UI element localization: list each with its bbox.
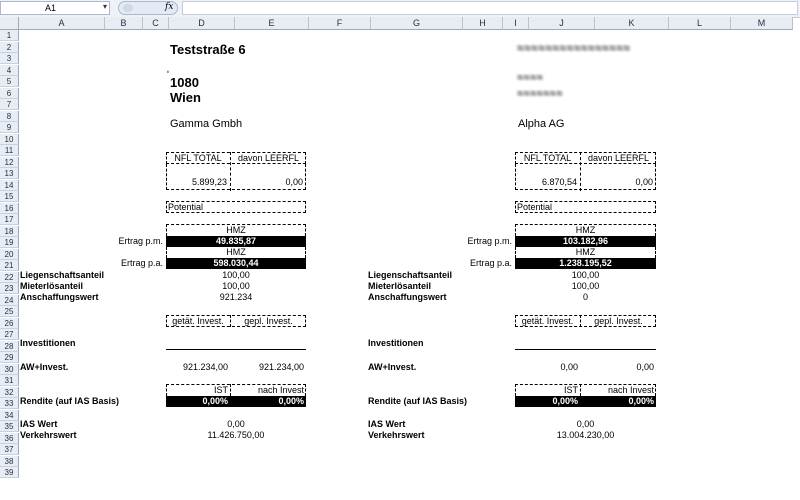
leerfl-label-right: davon LEERFL bbox=[587, 153, 650, 163]
formula-input[interactable] bbox=[182, 1, 798, 15]
name-box[interactable] bbox=[0, 1, 110, 15]
rendite2-right: 0,00% bbox=[628, 396, 654, 406]
anschaffung-label-left: Anschaffungswert bbox=[20, 292, 99, 302]
rendite1-right: 0,00% bbox=[552, 396, 578, 406]
row-header[interactable]: 38 bbox=[0, 456, 19, 467]
row-header[interactable]: 17 bbox=[0, 214, 19, 225]
mieter-label-right: Mieterlösanteil bbox=[368, 281, 432, 291]
ertrag-pa-label-right: Ertrag p.a. bbox=[469, 258, 512, 268]
rendite2-left: 0,00% bbox=[278, 396, 304, 406]
rendite1-left: 0,00% bbox=[202, 396, 228, 406]
mieter-left: 100,00 bbox=[222, 281, 250, 291]
row-header[interactable]: 12 bbox=[0, 157, 19, 168]
ias-label-left: IAS Wert bbox=[20, 419, 58, 429]
nfl-total-label-right: NFL TOTAL bbox=[523, 153, 572, 163]
row-header[interactable]: 29 bbox=[0, 352, 19, 363]
hmz2-left: HMZ bbox=[226, 247, 246, 257]
row-header[interactable]: 37 bbox=[0, 444, 19, 455]
function-button[interactable] bbox=[118, 1, 178, 15]
leerfl-right: 0,00 bbox=[635, 177, 653, 187]
row-header[interactable]: 39 bbox=[0, 467, 19, 478]
chevron-down-icon[interactable]: ▾ bbox=[102, 2, 107, 11]
row-header[interactable]: 25 bbox=[0, 306, 19, 317]
row-header[interactable]: 7 bbox=[0, 99, 19, 110]
hmz2-right: HMZ bbox=[575, 247, 596, 257]
row-header[interactable]: 15 bbox=[0, 191, 19, 202]
column-header[interactable]: D bbox=[169, 17, 235, 30]
liegenschaft-label-left: Liegenschaftsanteil bbox=[20, 270, 105, 280]
comment-marker: ʹ bbox=[167, 70, 169, 81]
row-header[interactable]: 33 bbox=[0, 398, 19, 409]
liegenschaft-right: 100,00 bbox=[571, 270, 600, 280]
row-header[interactable]: 21 bbox=[0, 260, 19, 271]
aw-label-left: AW+Invest. bbox=[20, 362, 69, 372]
ertrag-pm-right: 103.182,96 bbox=[562, 236, 609, 246]
column-header[interactable]: J bbox=[529, 17, 595, 30]
ias-label-right: IAS Wert bbox=[368, 419, 406, 429]
column-header[interactable]: L bbox=[669, 17, 731, 30]
row-header[interactable]: 6 bbox=[0, 88, 19, 99]
rendite-label-right: Rendite (auf IAS Basis) bbox=[368, 396, 468, 406]
redacted-zip: ≈≈≈≈ bbox=[517, 72, 544, 84]
ist-label-left: IST bbox=[213, 385, 228, 395]
row-header[interactable]: 10 bbox=[0, 134, 19, 145]
redacted-name: ≈≈≈≈≈≈≈≈≈≈≈≈≈≈≈≈ bbox=[517, 41, 631, 55]
hmz1-left: HMZ bbox=[226, 225, 246, 235]
mieter-right: 100,00 bbox=[571, 281, 600, 291]
leerfl-left: 0,00 bbox=[285, 177, 303, 187]
column-header[interactable]: M bbox=[731, 17, 793, 30]
potential-left: Potential bbox=[168, 202, 204, 212]
rendite-label-left: Rendite (auf IAS Basis) bbox=[20, 396, 120, 406]
gepl-label-left: gepl. Invest. bbox=[244, 316, 293, 326]
column-header[interactable]: B bbox=[105, 17, 143, 30]
liegenschaft-left: 100,00 bbox=[222, 270, 250, 280]
column-header[interactable]: H bbox=[463, 17, 503, 30]
row-header[interactable]: 2 bbox=[0, 42, 19, 53]
ertrag-pm-left: 49.835,87 bbox=[215, 236, 257, 246]
potential-right: Potential bbox=[517, 202, 553, 212]
row-header[interactable]: 36 bbox=[0, 433, 19, 444]
column-header[interactable]: A bbox=[19, 17, 105, 30]
anschaffung-right: 0 bbox=[582, 292, 588, 302]
ertrag-pa-label-left: Ertrag p.a. bbox=[120, 258, 163, 268]
row-header[interactable]: 30 bbox=[0, 364, 19, 375]
row-header[interactable]: 23 bbox=[0, 283, 19, 294]
row-header[interactable]: 8 bbox=[0, 111, 19, 122]
row-header[interactable]: 27 bbox=[0, 329, 19, 340]
row-header[interactable]: 11 bbox=[0, 145, 19, 156]
column-header[interactable]: E bbox=[235, 17, 309, 30]
select-all-corner[interactable] bbox=[0, 17, 19, 30]
ist-label-right: IST bbox=[563, 385, 578, 395]
invest-label-right: Investitionen bbox=[368, 338, 424, 348]
nach-label-right: nach Invest bbox=[607, 385, 654, 395]
mieter-label-left: Mieterlösanteil bbox=[20, 281, 84, 291]
aw-label-right: AW+Invest. bbox=[368, 362, 417, 372]
getaet-label-right: getät. Invest. bbox=[521, 316, 574, 326]
row-header[interactable]: 34 bbox=[0, 410, 19, 421]
anschaffung-left: 921.234 bbox=[219, 292, 253, 302]
redacted-city: ≈≈≈≈≈≈≈ bbox=[517, 88, 563, 100]
row-header[interactable]: 28 bbox=[0, 341, 19, 352]
row-header[interactable]: 26 bbox=[0, 318, 19, 329]
row-header[interactable]: 9 bbox=[0, 122, 19, 133]
nach-label-left: nach Invest bbox=[257, 385, 304, 395]
column-header[interactable]: G bbox=[371, 17, 463, 30]
address-zip: 1080 bbox=[170, 75, 199, 90]
invest-label-left: Investitionen bbox=[20, 338, 76, 348]
ias-right: 0,00 bbox=[576, 419, 595, 429]
cancel-icon[interactable] bbox=[123, 4, 133, 12]
ertrag-pa-left: 598.030,44 bbox=[213, 258, 259, 268]
column-header[interactable]: K bbox=[595, 17, 669, 30]
row-header[interactable]: 5 bbox=[0, 76, 19, 87]
row-header[interactable]: 4 bbox=[0, 65, 19, 76]
leerfl-label-left: davon LEERFL bbox=[237, 153, 300, 163]
hmz1-right: HMZ bbox=[575, 225, 596, 235]
getaet-label-left: getät. Invest. bbox=[172, 316, 224, 326]
verkehr-right: 13.004.230,00 bbox=[556, 430, 615, 440]
nfl-total-right: 6.870,54 bbox=[541, 177, 577, 187]
verkehr-label-left: Verkehrswert bbox=[20, 430, 77, 440]
anschaffung-label-right: Anschaffungswert bbox=[368, 292, 447, 302]
row-header[interactable]: 16 bbox=[0, 203, 19, 214]
nfl-total-label-left: NFL TOTAL bbox=[174, 153, 222, 163]
row-header[interactable]: 22 bbox=[0, 272, 19, 283]
nfl-total-left: 5.899,23 bbox=[191, 177, 227, 187]
liegenschaft-label-right: Liegenschaftsanteil bbox=[368, 270, 453, 280]
formula-bar bbox=[0, 0, 800, 18]
row-header[interactable]: 31 bbox=[0, 375, 19, 386]
row-header[interactable]: 19 bbox=[0, 237, 19, 248]
ertrag-pm-label-left: Ertrag p.m. bbox=[118, 236, 163, 246]
company-left: Gamma Gmbh bbox=[170, 118, 243, 130]
ertrag-pm-label-right: Ertrag p.m. bbox=[467, 236, 512, 246]
ias-left: 0,00 bbox=[227, 419, 245, 429]
fx-icon[interactable]: fx bbox=[165, 2, 174, 12]
aw1-left: 921.234,00 bbox=[182, 362, 228, 372]
row-header[interactable]: 35 bbox=[0, 421, 19, 432]
row-header[interactable]: 18 bbox=[0, 226, 19, 237]
ertrag-pa-right: 1.238.195,52 bbox=[559, 258, 612, 268]
verkehr-label-right: Verkehrswert bbox=[368, 430, 425, 440]
row-header[interactable]: 24 bbox=[0, 295, 19, 306]
address-street: Teststraße 6 bbox=[170, 42, 246, 57]
company-right: Alpha AG bbox=[518, 118, 565, 130]
row-header[interactable]: 20 bbox=[0, 249, 19, 260]
name-box-value: A1 bbox=[45, 3, 57, 13]
verkehr-left: 11.426.750,00 bbox=[207, 430, 265, 440]
column-header[interactable]: F bbox=[309, 17, 371, 30]
row-header[interactable]: 14 bbox=[0, 180, 19, 191]
row-header[interactable]: 3 bbox=[0, 53, 19, 64]
gepl-label-right: gepl. Invest. bbox=[594, 316, 643, 326]
address-city: Wien bbox=[170, 90, 201, 105]
column-header[interactable]: I bbox=[503, 17, 529, 30]
aw1-right: 0,00 bbox=[560, 362, 578, 372]
aw2-right: 0,00 bbox=[636, 362, 654, 372]
column-header[interactable]: C bbox=[143, 17, 169, 30]
row-header[interactable]: 1 bbox=[0, 30, 19, 41]
aw2-left: 921.234,00 bbox=[258, 362, 304, 372]
row-header[interactable]: 13 bbox=[0, 168, 19, 179]
row-header[interactable]: 32 bbox=[0, 387, 19, 398]
